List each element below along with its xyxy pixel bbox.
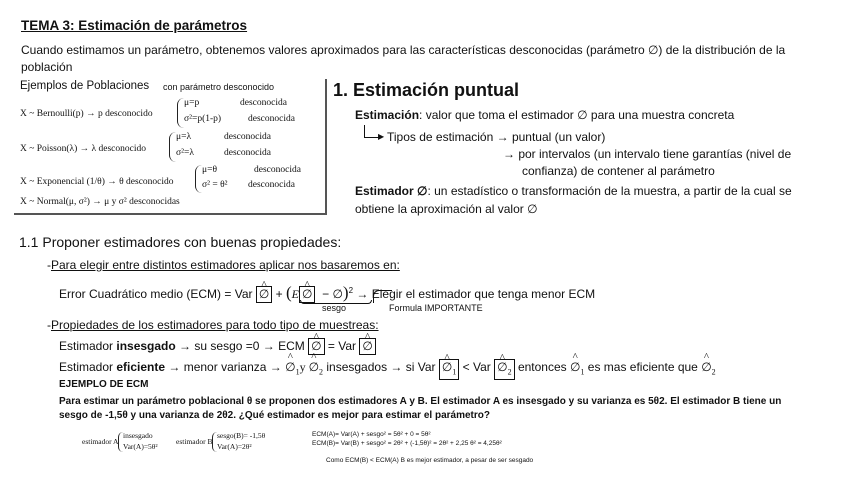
insesgado-bold: insesgado <box>116 339 176 353</box>
row-exponencial: X ~ Exponencial (1/θ) → θ desconocido <box>20 177 174 187</box>
ecm-prefix: Error Cuadrático medio (ECM) = Var <box>59 287 253 301</box>
bernoulli-mu-status: desconocida <box>240 98 287 108</box>
eficiente-line: Estimador eficiente → menor varianza → ^ $\emptyset_1y$ ^ $\emptyset_2$ insesgados → si Var ^ $\emptyset_1$ < Var ^ $\emptyset_2$ entonces ^ $\emptyset_1$ es mas eficiente que ^ $\emptyset_2$ <box>59 359 716 380</box>
ejemplo-line-1: Para estimar un parámetro poblacional θ se proponen dos estimadores A y B. El estimador A es insesgado y su varianza es 5θ2. El estimador B tiene un <box>59 396 782 407</box>
intervalos-line-1: → por intervalos (un intervalo tiene garantías (nivel de <box>503 147 792 161</box>
sesgo-label: sesgo <box>322 303 347 313</box>
var-theta2-box: ^ $\emptyset_2$ <box>494 359 514 380</box>
insesgado-line <box>59 338 376 355</box>
eficiente-post: → menor varianza → <box>165 360 282 374</box>
row-normal: X ~ Normal(μ, σ²) → μ y σ² desconocidas <box>20 197 180 207</box>
exponencial-mu: μ=θ <box>202 165 218 175</box>
eficiente-tail: es mas eficiente que <box>587 360 698 374</box>
figure-heading: Ejemplos de Poblaciones <box>20 80 150 92</box>
estimador-definition-2: obtiene la aproximación al valor ∅ <box>355 202 538 216</box>
section-1-heading: 1. Estimación puntual <box>333 80 520 100</box>
figure-subheading: con parámetro desconocido <box>163 82 275 92</box>
bullet-propiedades: -Propiedades de los estimadores para todo tipo de muestreas: <box>47 318 379 332</box>
bernoulli-sigma: σ²=p(1-p) <box>184 114 222 124</box>
ejemplo-line-2: sesgo de -1,5θ y una varianza de 2θ2. ¿Qué estimador es mejor para estimar el parámetro? <box>59 410 490 421</box>
insesgado-post: → su sesgo =0 → ECM <box>175 339 305 353</box>
poisson-mu: μ=λ <box>176 132 192 142</box>
eficiente-mid: insesgados → si Var <box>326 360 436 374</box>
intro-line-2: población <box>21 60 73 74</box>
insesgado-pre: Estimador <box>59 339 117 353</box>
ecm-theta-box: ^ ∅ <box>308 338 324 355</box>
brace-bernoulli <box>177 98 184 128</box>
eficiente-end: entonces <box>517 360 567 374</box>
section-11-heading: 1.1 Proponer estimadores con buenas propiedades: <box>19 234 342 250</box>
exponencial-mu-status: desconocida <box>254 165 301 175</box>
bullet-propiedades-text: Propiedades de los estimadores para todo tipo de muestreas: <box>51 318 379 332</box>
exponencial-sigma-status: desconocida <box>248 180 295 190</box>
ecm-b-result: ECM(B)= Var(B) + sesgo² = 2θ² + (-1,5θ)² = 2θ² + 2,25 θ² = 4,25θ² <box>312 440 502 447</box>
eficiente-bold: eficiente <box>116 360 166 374</box>
intro-line-1: Cuando estimamos un parámetro, obtenemos valores aproximados para las características desconocidas (parámetro ∅) de la distribución de la <box>21 43 786 57</box>
estimador-b-bot: Var(A)=2θ² <box>217 442 252 451</box>
estimacion-text: : valor que toma el estimador ∅ para una muestra concreta <box>419 108 735 122</box>
ecm-a-result: ECM(A)= Var(A) + sesgo² = 5θ² + 0 = 5θ² <box>312 431 431 438</box>
poisson-sigma: σ²=λ <box>176 148 194 158</box>
page-title: TEMA 3: Estimación de parámetros <box>21 18 248 33</box>
estimador-a-bot: Var(A)=5θ² <box>123 442 158 451</box>
estimacion-label: Estimación <box>355 108 420 122</box>
row-bernoulli: X ~ Bernoulli(p) → p desconocido <box>20 109 153 119</box>
estimacion-definition <box>355 108 734 122</box>
populations-figure <box>14 79 327 215</box>
tree-arrow: ▶ <box>378 132 385 141</box>
row-poisson: X ~ Poisson(λ) → λ desconocido <box>20 144 146 154</box>
estimador-label: Estimador ∅ <box>355 184 428 198</box>
poisson-mu-status: desconocida <box>224 132 271 142</box>
ejemplo-conclusion: Como ECM(B) < ECM(A) B es mejor estimador, a pesar de ser sesgado <box>326 457 534 464</box>
brace-poisson <box>169 132 176 162</box>
formula-note: Formula IMPORTANTE <box>389 303 483 313</box>
bullet-elegir: -Para elegir entre distintos estimadores aplicar nos basaremos en: <box>47 258 400 272</box>
estimador-b-label: estimador B <box>176 437 213 446</box>
bernoulli-sigma-status: desconocida <box>248 114 295 124</box>
poisson-sigma-status: desconocida <box>224 148 271 158</box>
insesgado-eq: = Var <box>327 339 357 353</box>
estimador-text: : un estadístico o transformación de la muestra, a partir de la cual se <box>427 184 792 198</box>
estimador-definition <box>355 184 792 198</box>
var-theta-box: ^ ∅ <box>256 286 272 303</box>
var-theta-box-2: ^ ∅ <box>359 338 375 355</box>
tipos-estimacion: Tipos de estimación → puntual (un valor) <box>387 130 606 144</box>
exponencial-sigma: σ² = θ² <box>202 180 228 190</box>
expect-theta-box: ^ ∅ <box>299 286 315 303</box>
estimador-a-label: estimador A <box>82 437 119 446</box>
estimador-a-top: insesgado <box>123 431 153 440</box>
estimador-b-top: sesgo(B)= -1,5θ <box>217 431 266 440</box>
bullet-elegir-text: Para elegir entre distintos estimadores aplicar nos basaremos en: <box>51 258 400 272</box>
bernoulli-mu: μ=p <box>184 98 200 108</box>
intervalos-line-2: confianza) de contener al parámetro <box>522 164 715 178</box>
var-theta1-box: ^ $\emptyset_1$ <box>439 359 459 380</box>
brace-exponencial <box>195 165 202 193</box>
eficiente-pre: Estimador <box>59 360 117 374</box>
ecm-suffix: → Elegir el estimador que tenga menor ECM <box>356 287 596 301</box>
formula-note-arrow <box>373 290 392 303</box>
ejemplo-heading: EJEMPLO DE ECM <box>59 379 149 390</box>
ecm-formula: Error Cuadrático medio (ECM) = Var ^ ∅ + (E^ ∅ − ∅)$^2$ → Elegir el estimador que tenga menor ECM <box>59 283 595 303</box>
